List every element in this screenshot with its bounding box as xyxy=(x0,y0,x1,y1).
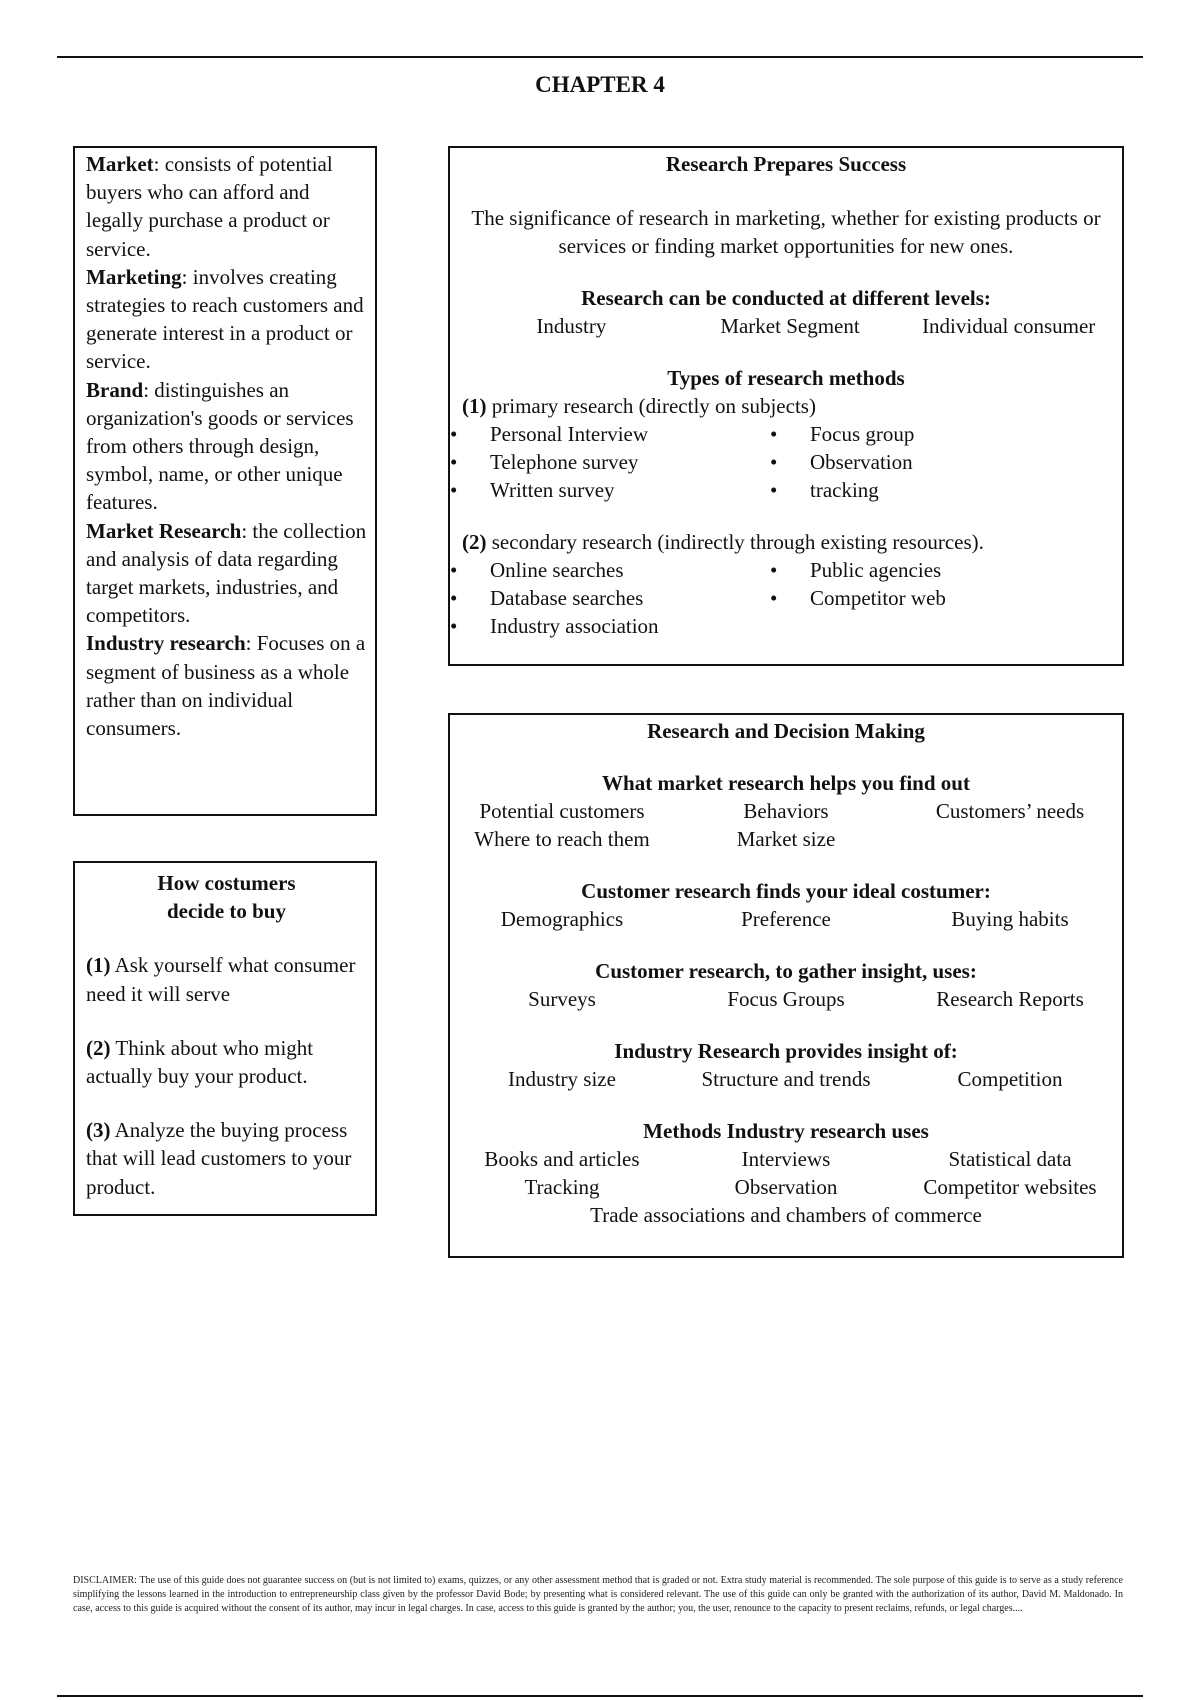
research-level: Market Segment xyxy=(720,314,860,338)
find-out-row xyxy=(450,825,1122,853)
research-level: Individual consumer xyxy=(922,314,1096,338)
secondary-text: secondary research (indirectly through existing resources). xyxy=(486,530,984,554)
step-text: Think about who might actually buy your product. xyxy=(86,1035,314,1089)
step-number: (2) xyxy=(86,1035,111,1060)
find-out-heading: What market research helps you find out xyxy=(602,771,970,795)
insight-item: Research Reports xyxy=(936,987,1084,1011)
definition-term: Industry research xyxy=(86,631,246,656)
definition-text: : the collection and analysis of data regarding target markets, industries, and competitors. xyxy=(86,518,367,628)
research-intro: The significance of research in marketing, whether for existing products or services or finding market opportunities for new ones. xyxy=(471,206,1101,258)
list-item: • tracking xyxy=(770,476,1020,504)
method-item: Competitor websites xyxy=(923,1175,1097,1199)
definition-term: Market xyxy=(86,152,154,176)
industry-insight-heading: Industry Research provides insight of: xyxy=(614,1039,958,1063)
method-item: Books and articles xyxy=(484,1147,640,1171)
chapter-title: CHAPTER 4 xyxy=(535,72,665,97)
list-item: • Focus group xyxy=(770,420,1020,448)
definition-term: Market Research xyxy=(86,518,242,543)
list-item: • Observation xyxy=(770,448,1020,476)
step-text: Analyze the buying process that will lead customers to your product. xyxy=(86,1118,352,1199)
ideal-customer-heading: Customer research finds your ideal costumer: xyxy=(581,879,991,903)
definition-market xyxy=(86,150,367,263)
decision-making-box xyxy=(448,713,1124,1258)
secondary-number: (2) xyxy=(462,530,487,554)
find-out-item: Customers’ needs xyxy=(935,799,1085,823)
method-item: Observation xyxy=(734,1175,838,1199)
method-item: Tracking xyxy=(524,1175,600,1199)
secondary-research-line xyxy=(450,528,1122,556)
top-rule xyxy=(57,56,1143,58)
decision-making-title: Research and Decision Making xyxy=(647,719,925,743)
list-item: • Industry association xyxy=(450,612,770,640)
disclaimer-text: DISCLAIMER: The use of this guide does not guarantee success on (but is not limited to) exams, quizzes, or any other assessment method that is graded or not. Extra study material is recommended. The sole purpose of this guide is to serve as a study reference simplifying the lessons learned in the introduction to entrepreneurship class given by the professor David Bode; by presenting what is considered relevant. The use of this guide can only be granted with the authorization of its author, David M. Maldonado. In case, access to this guide is acquired without the consent of its author, may incur in legal charges. In case, access to this guide is granted by the author; you, the user, renounce to the capacity to present reclaims, refunds, or legal charges.... xyxy=(73,1575,1123,1614)
research-levels-heading: Research can be conducted at different levels: xyxy=(581,286,991,310)
definitions-box xyxy=(73,146,377,816)
buying-step-2 xyxy=(86,1034,367,1090)
primary-number: (1) xyxy=(462,394,487,418)
find-out-item: Market size xyxy=(736,827,836,851)
definition-text: : Focuses on a segment of business as a whole rather than on individual consumers. xyxy=(86,631,366,741)
insight-heading: Customer research, to gather insight, uses: xyxy=(595,959,977,983)
research-methods-heading: Types of research methods xyxy=(667,366,905,390)
list-item: • Competitor web xyxy=(770,584,1020,612)
find-out-item: Behaviors xyxy=(743,799,829,823)
ideal-item: Demographics xyxy=(500,907,624,931)
research-success-box xyxy=(448,146,1124,666)
list-item: • Online searches xyxy=(450,556,770,584)
industry-methods-row xyxy=(450,1173,1122,1201)
research-level: Industry xyxy=(536,314,607,338)
secondary-research-list xyxy=(450,556,1122,640)
insight-item: Focus Groups xyxy=(727,987,845,1011)
list-item: • Public agencies xyxy=(770,556,1020,584)
definition-text: : consists of potential buyers who can afford and legally purchase a product or service. xyxy=(86,152,333,261)
buying-step-3 xyxy=(86,1116,367,1201)
bottom-rule xyxy=(57,1695,1143,1697)
list-item: • Personal Interview xyxy=(450,420,770,448)
primary-text: primary research (directly on subjects) xyxy=(486,394,816,418)
industry-item: Structure and trends xyxy=(701,1067,871,1091)
buying-title-line: How costumers xyxy=(157,871,296,895)
definition-marketing xyxy=(86,263,367,376)
insight-item: Surveys xyxy=(528,987,596,1011)
primary-research-line xyxy=(450,392,1122,420)
step-number: (3) xyxy=(86,1118,111,1143)
definition-market-research xyxy=(86,517,367,630)
step-number: (1) xyxy=(86,953,111,978)
buying-decision-title xyxy=(86,869,367,925)
method-item-trade: Trade associations and chambers of commerce xyxy=(590,1203,982,1227)
industry-item: Industry size xyxy=(508,1067,616,1091)
find-out-item: Where to reach them xyxy=(474,827,650,851)
buying-step-1 xyxy=(86,951,367,1007)
find-out-row xyxy=(450,797,1122,825)
definition-text: : distinguishes an organization's goods or services from others through design, symbol, name, or other unique features. xyxy=(86,377,354,515)
method-item: Interviews xyxy=(741,1147,831,1171)
industry-methods-row xyxy=(450,1145,1122,1173)
list-item: • Database searches xyxy=(450,584,770,612)
buying-title-line: decide to buy xyxy=(166,899,286,924)
ideal-item: Preference xyxy=(741,907,831,931)
definition-industry-research xyxy=(86,629,367,742)
primary-research-list xyxy=(450,420,1122,504)
research-levels-row xyxy=(450,312,1122,340)
definition-list xyxy=(86,150,367,742)
industry-insight-row xyxy=(450,1065,1122,1093)
find-out-item: Potential customers xyxy=(479,799,645,823)
method-item: Statistical data xyxy=(948,1147,1072,1171)
buying-decision-box xyxy=(73,861,377,1216)
ideal-item: Buying habits xyxy=(951,907,1069,931)
industry-item: Competition xyxy=(957,1067,1063,1091)
definition-term: Marketing xyxy=(86,264,182,289)
list-item: • Written survey xyxy=(450,476,770,504)
step-text: Ask yourself what consumer need it will serve xyxy=(86,953,356,1006)
ideal-customer-row xyxy=(450,905,1122,933)
industry-methods-heading: Methods Industry research uses xyxy=(643,1119,929,1143)
research-success-title: Research Prepares Success xyxy=(665,152,907,176)
list-item: • Telephone survey xyxy=(450,448,770,476)
definition-text: : involves creating strategies to reach customers and generate interest in a product or service. xyxy=(86,264,364,374)
definition-brand xyxy=(86,376,367,517)
insight-row xyxy=(450,985,1122,1013)
find-out-item xyxy=(898,825,1122,853)
definition-term: Brand xyxy=(86,377,144,402)
